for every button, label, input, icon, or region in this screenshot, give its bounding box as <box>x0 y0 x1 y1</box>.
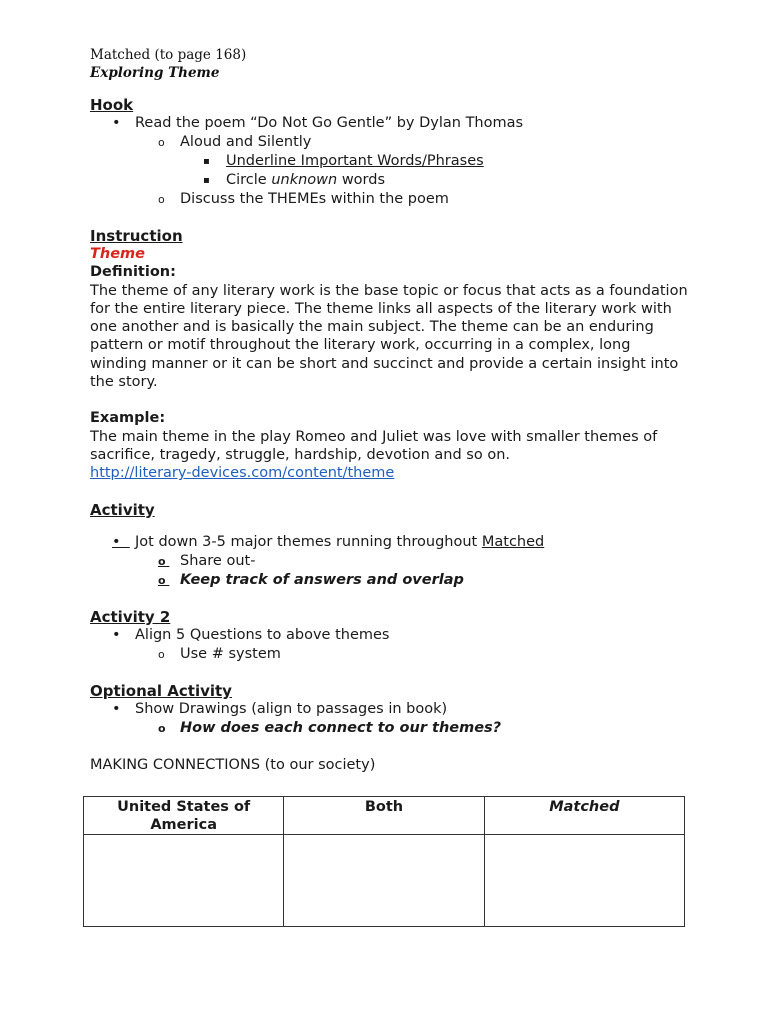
activity2-heading: Activity 2 <box>90 607 171 626</box>
header-subtitle: Exploring Theme <box>90 65 220 81</box>
instruction-heading: Instruction <box>90 227 183 245</box>
list-item: o How does each connect to our themes? <box>158 719 502 736</box>
bullet-icon: • <box>112 700 121 717</box>
circle-bullet-icon: o <box>158 573 170 587</box>
table-header-row <box>84 797 685 835</box>
activity-heading: Activity <box>90 500 155 519</box>
square-bullet-icon: ▪ <box>203 156 210 167</box>
list-item: • Show Drawings (align to passages in book) <box>112 700 448 717</box>
bullet-icon: • <box>112 626 121 643</box>
connections-table <box>83 796 685 927</box>
list-item: o Use # system <box>158 645 281 662</box>
table-cell-matched[interactable] <box>484 835 684 927</box>
hook-heading: Hook <box>90 96 134 114</box>
square-bullet-icon: ▪ <box>203 175 210 186</box>
table-cell-usa[interactable] <box>84 835 284 927</box>
theme-link[interactable]: http://literary-devices.com/content/theme <box>90 465 395 482</box>
circle-bullet-icon: o <box>158 721 166 735</box>
document-page <box>90 46 690 774</box>
list-item: • Jot down 3-5 major themes running throughout Matched <box>112 533 545 550</box>
example-text: The main theme in the play Romeo and Juliet was love with smaller themes of sacrifice, tragedy, struggle, hardship, devotion and so on. <box>90 428 658 463</box>
header-title: Matched (to page 168) <box>90 47 247 63</box>
list-item: ▪ Circle unknown words <box>203 172 386 188</box>
bullet-icon: • <box>112 115 121 131</box>
bullet-icon: • <box>112 533 130 550</box>
connections-title: MAKING CONNECTIONS (to our society) <box>90 756 376 773</box>
list-item: • Align 5 Questions to above themes <box>112 626 390 643</box>
circle-bullet-icon: o <box>158 554 170 568</box>
circle-bullet-icon: o <box>158 136 165 149</box>
definition-text: The theme of any literary work is the base topic or focus that acts as a foundation for the entire literary piece. The theme links all aspects of the literary work with one another and is basically the main subject. The theme can be an enduring pattern or motif throughout the literary work, occurring in a complex, long winding manner or it can be short and succinct and provide a certain insight into the story. <box>90 282 688 391</box>
column-header-matched: Matched <box>484 797 684 835</box>
table-cell-both[interactable] <box>284 835 484 927</box>
circle-bullet-icon: o <box>158 647 165 661</box>
list-item: o Keep track of answers and overlap <box>158 571 464 588</box>
definition-label: Definition: <box>90 264 176 281</box>
column-header-usa: United States of America <box>84 797 284 835</box>
theme-label: Theme <box>90 246 145 262</box>
table-row <box>84 835 685 927</box>
list-item: o Discuss the THEMEs within the poem <box>158 191 449 207</box>
example-label: Example: <box>90 410 166 427</box>
circle-bullet-icon: o <box>158 193 165 206</box>
column-header-both: Both <box>284 797 484 835</box>
list-item: • Read the poem “Do Not Go Gentle” by Dylan Thomas <box>112 115 524 131</box>
list-item: o Aloud and Silently <box>158 134 312 150</box>
optional-activity-heading: Optional Activity <box>90 681 232 700</box>
list-item: o Share out- <box>158 552 256 569</box>
list-item: ▪ Underline Important Words/Phrases <box>203 153 484 169</box>
